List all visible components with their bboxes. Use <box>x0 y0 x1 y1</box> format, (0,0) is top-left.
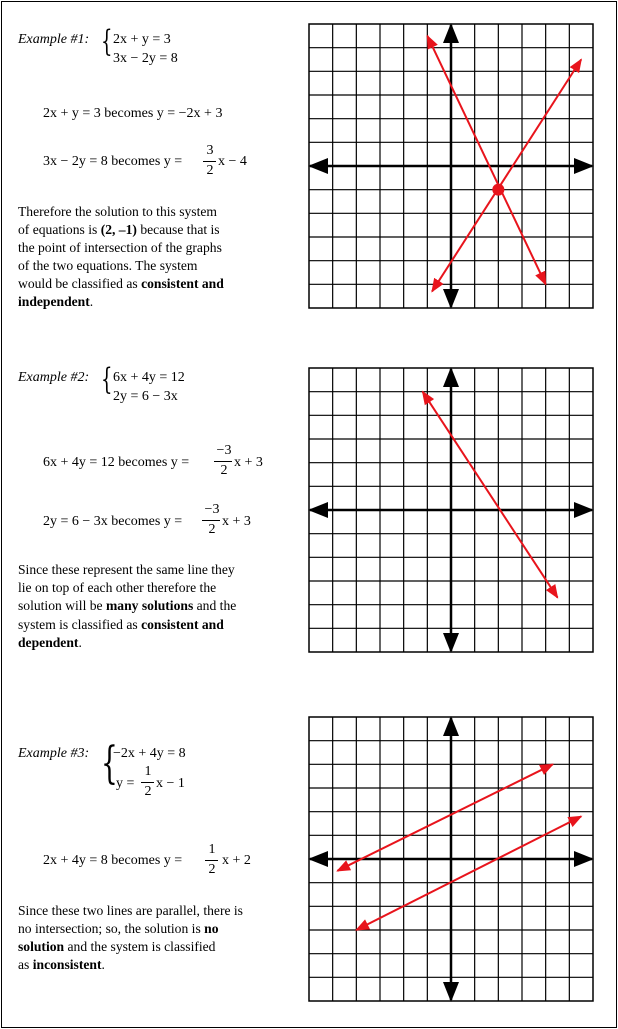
example-3-equation-1: −2x + 4y = 8 <box>113 746 186 761</box>
fraction-bar <box>203 161 216 162</box>
explanation-line: solution will be many solutions and the <box>18 598 237 613</box>
example-2-step-2-denominator: 2 <box>208 522 216 537</box>
explanation-line: solution and the system is classified <box>18 939 216 954</box>
example-3-step-1-right: x + 2 <box>222 853 251 868</box>
example-1-step-2-right: x − 4 <box>218 154 247 169</box>
example-2-step-2-right: x + 3 <box>222 514 251 529</box>
example-2-step-1-right: x + 3 <box>234 455 263 470</box>
example-1-equation-1: 2x + y = 3 <box>113 32 171 47</box>
example-2-step-2-left: 2y = 6 − 3x becomes y = <box>43 514 183 529</box>
example-1-step-1: 2x + y = 3 becomes y = −2x + 3 <box>43 106 223 121</box>
example-3-step-1-numerator: 1 <box>208 842 216 857</box>
example-3-label: Example #3: <box>18 746 90 761</box>
fraction-bar <box>141 782 154 783</box>
explanation-line: as inconsistent. <box>18 957 105 972</box>
explanation-line: Since these represent the same line they <box>18 562 235 577</box>
fraction-bar <box>202 520 220 521</box>
example-3-equation-2-numerator: 1 <box>144 764 152 779</box>
explanation-line: of equations is (2, –1) because that is <box>18 222 220 237</box>
explanation-line: Since these two lines are parallel, there is <box>18 903 243 918</box>
explanation-line: dependent. <box>18 635 82 650</box>
example-3-equation-2-denominator: 2 <box>144 784 152 799</box>
example-2-equation-1: 6x + 4y = 12 <box>113 370 185 385</box>
explanation-line: lie on top of each other therefore the <box>18 580 217 595</box>
intersection-point <box>492 184 504 196</box>
example-2-step-1-denominator: 2 <box>220 463 228 478</box>
fraction-bar <box>214 461 232 462</box>
coordinate-grid-3 <box>307 715 595 1003</box>
example-2-step-1-left: 6x + 4y = 12 becomes y = <box>43 455 190 470</box>
example-2-label: Example #2: <box>18 370 90 385</box>
example-3-step-1-left: 2x + 4y = 8 becomes y = <box>43 853 183 868</box>
example-3-equation-2-right: x − 1 <box>156 776 185 791</box>
explanation-line: independent. <box>18 294 94 309</box>
example-2-step-2-numerator: −3 <box>204 502 220 517</box>
explanation-line: no intersection; so, the solution is no <box>18 921 219 936</box>
example-3-equation-2-left: y = <box>116 776 135 791</box>
system-brace: { <box>101 362 113 397</box>
explanation-line: system is classified as consistent and <box>18 617 224 632</box>
example-3-step-1-denominator: 2 <box>208 862 216 877</box>
explanation-line: of the two equations. The system <box>18 258 198 273</box>
example-2-equation-2: 2y = 6 − 3x <box>113 389 178 404</box>
example-2-step-1-numerator: −3 <box>216 443 232 458</box>
coordinate-grid-1 <box>307 22 595 310</box>
explanation-line: Therefore the solution to this system <box>18 204 217 219</box>
system-brace: { <box>101 738 118 789</box>
example-1-step-2-numerator: 3 <box>206 143 214 158</box>
example-1-label: Example #1: <box>18 32 90 47</box>
fraction-bar <box>205 860 218 861</box>
explanation-line: would be classified as consistent and <box>18 276 224 291</box>
explanation-line: the point of intersection of the graphs <box>18 240 222 255</box>
example-1-step-2-denominator: 2 <box>206 163 214 178</box>
example-1-step-2-left: 3x − 2y = 8 becomes y = <box>43 154 183 169</box>
coordinate-grid-2 <box>307 366 595 654</box>
example-1-equation-2: 3x − 2y = 8 <box>113 51 178 66</box>
system-brace: { <box>101 24 113 59</box>
